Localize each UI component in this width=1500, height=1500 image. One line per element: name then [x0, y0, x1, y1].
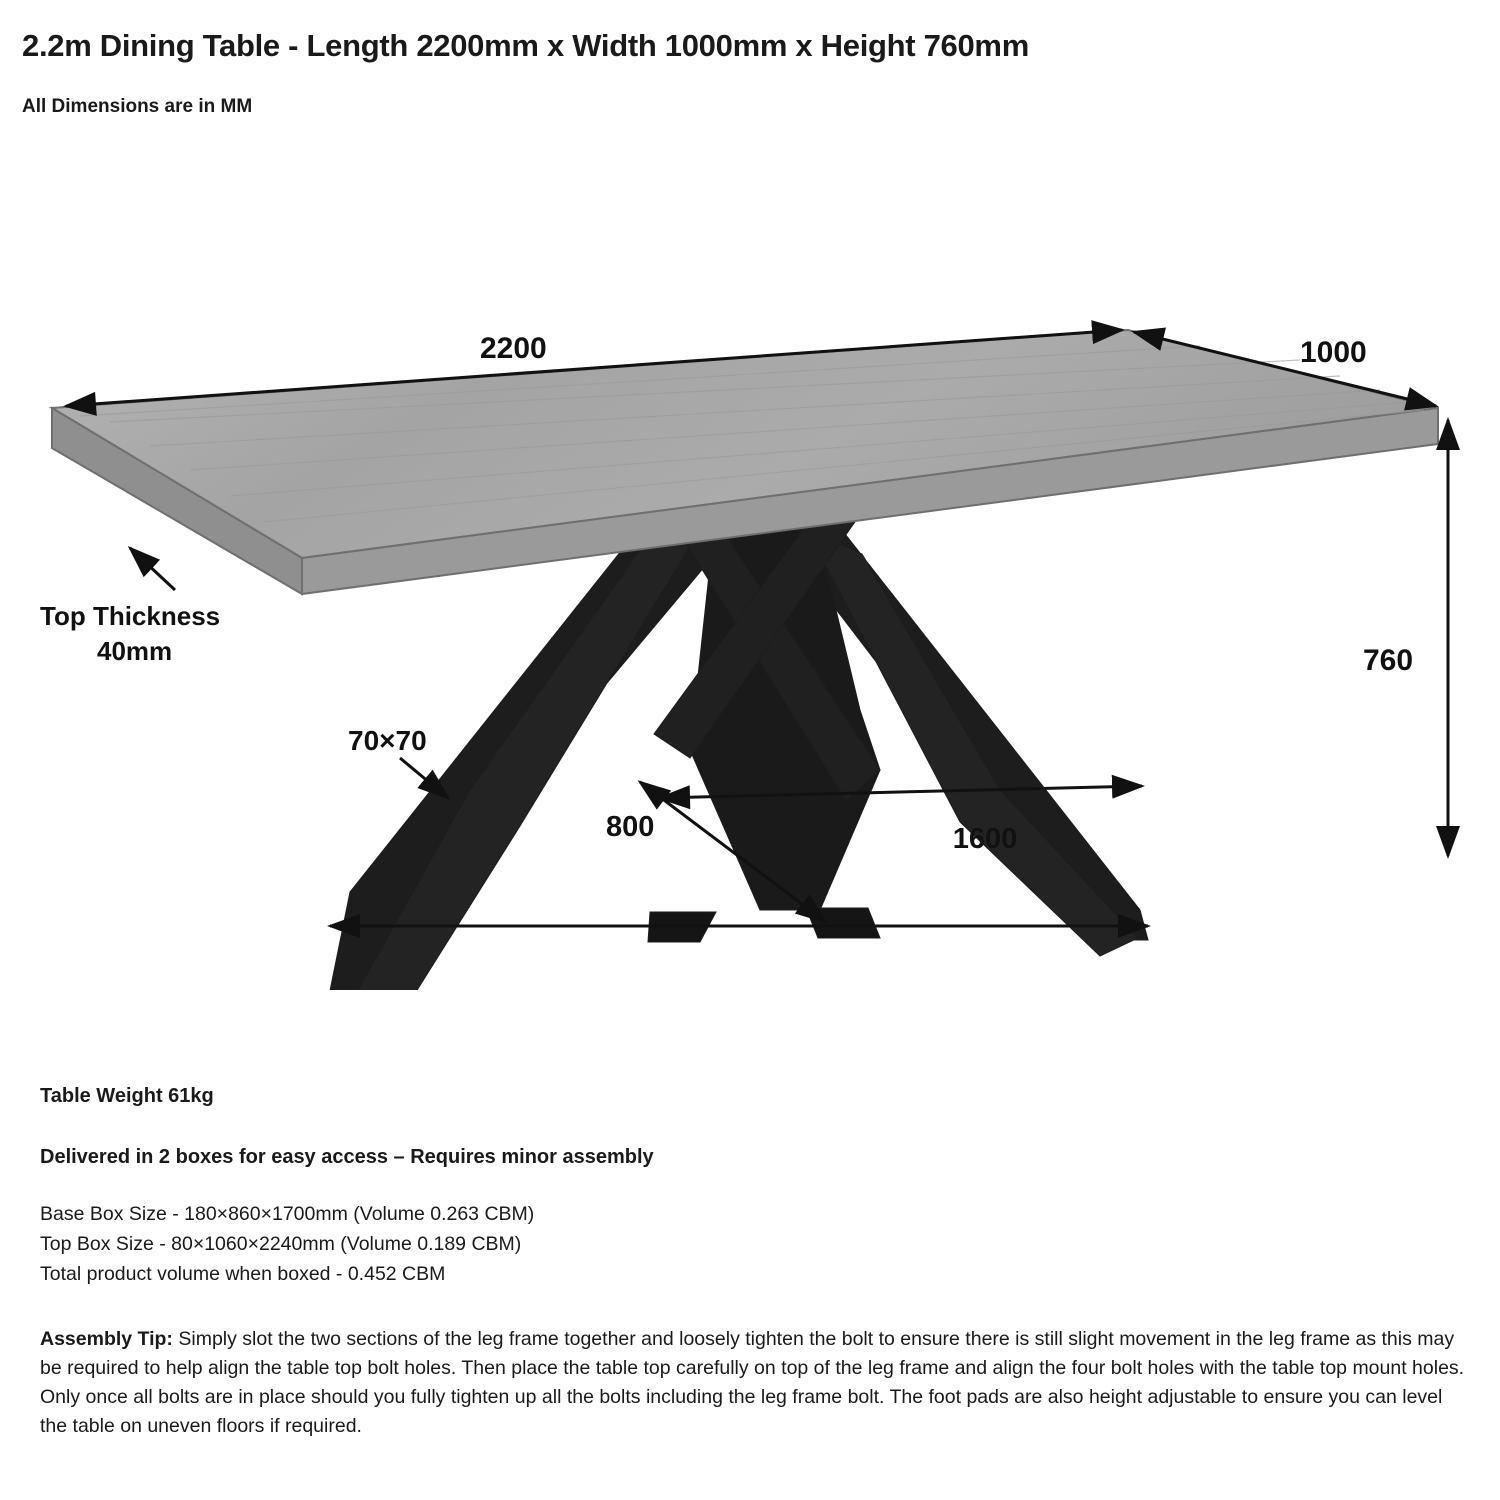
table-dimension-diagram	[0, 150, 1500, 990]
leg-section-label: 70×70	[348, 725, 427, 756]
base-box-size: Base Box Size - 180×860×1700mm (Volume 0.263 CBM)	[40, 1203, 535, 1225]
assembly-tip-text: Simply slot the two sections of the leg frame together and loosely tighten the bolt to ensure there is still slight movement in the leg frame as this may be required to help align the table top bolt holes. Then place the table top carefully on top of the leg frame and align the four bolt holes with the table top mount holes. Only once all bolts are in place should you fully tighten up all the bolts including the leg frame bolt. The foot pads are also height adjustable to ensure you can level the table on uneven floors if required.	[40, 1328, 1465, 1437]
page-subtitle: All Dimensions are in MM	[22, 96, 253, 117]
dimension-height-label: 760	[1362, 644, 1414, 677]
base-span-label: 1600	[952, 823, 1018, 855]
leader-top-thickness	[130, 548, 175, 590]
assembly-tip	[40, 1325, 1470, 1441]
total-volume: Total product volume when boxed - 0.452 CBM	[40, 1263, 446, 1285]
top-thickness-label-line2: 40mm	[97, 636, 173, 666]
assembly-tip-label: Assembly Tip:	[40, 1328, 173, 1350]
dimension-length-label: 2200	[480, 332, 547, 365]
page-title: 2.2m Dining Table - Length 2200mm x Width 1000mm x Height 760mm	[22, 28, 1029, 63]
top-box-size: Top Box Size - 80×1060×2240mm (Volume 0.189 CBM)	[40, 1233, 522, 1255]
table-weight: Table Weight 61kg	[40, 1085, 214, 1107]
delivery-note: Delivered in 2 boxes for easy access – Requires minor assembly	[40, 1146, 654, 1168]
top-thickness-label-line1: Top Thickness	[40, 601, 221, 631]
base-depth-label: 800	[606, 811, 655, 843]
dimension-width-label: 1000	[1300, 336, 1367, 369]
product-details	[40, 1085, 1470, 1461]
